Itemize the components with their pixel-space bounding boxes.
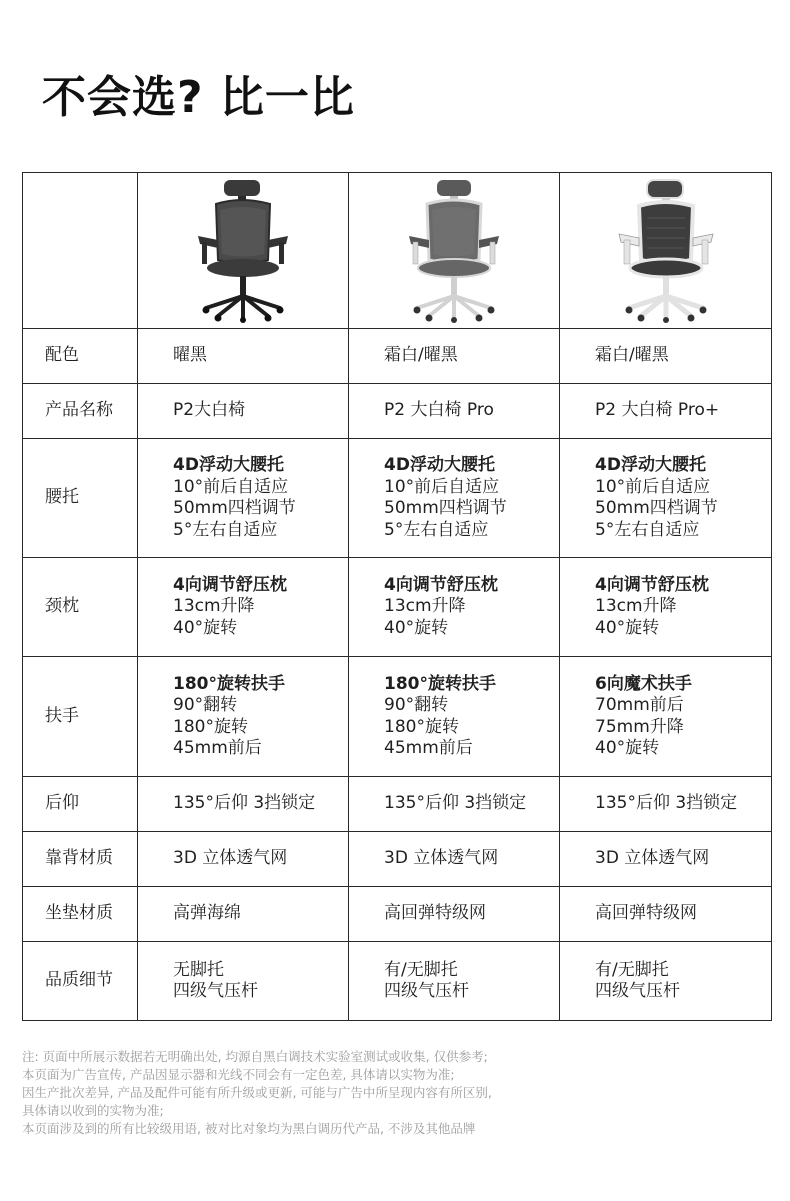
cell-line: 75mm升降	[595, 716, 684, 737]
cell-heading: 4向调节舒压枕	[384, 574, 498, 595]
row-label-seat-material: 坐垫材质	[23, 887, 138, 942]
product-image-cell	[560, 173, 772, 329]
table-cell: 霜白/曜黑	[560, 329, 772, 384]
table-row-seat-material	[23, 887, 772, 942]
cell-heading: 4向调节舒压枕	[595, 574, 709, 595]
chair-white-frame-icon	[399, 178, 509, 323]
table-cell: 135°后仰 3挡锁定	[560, 777, 772, 832]
cell-line: 90°翻转	[384, 695, 449, 715]
row-label-lumbar: 腰托	[23, 439, 138, 558]
cell-heading: 4D浮动大腰托	[595, 455, 706, 475]
table-row-back-material	[23, 832, 772, 887]
table-cell	[138, 657, 349, 777]
note-line: 本页面涉及到的所有比较级用语, 被对比对象均为黑白调历代产品, 不涉及其他品牌	[22, 1121, 476, 1136]
cell-line: 10°前后自适应	[173, 476, 289, 497]
cell-line: 有/无脚托	[384, 959, 458, 980]
table-row-recline	[23, 777, 772, 832]
table-cell	[138, 558, 349, 657]
table-cell: 高弹海绵	[138, 887, 349, 942]
table-cell: 高回弹特级网	[349, 887, 560, 942]
cell-line: 5°左右自适应	[595, 519, 700, 540]
row-label-color: 配色	[23, 329, 138, 384]
comparison-table	[22, 172, 772, 1021]
table-cell: 3D 立体透气网	[138, 832, 349, 887]
table-row-armrest	[23, 657, 772, 777]
note-line: 本页面为广告宣传, 产品因显示器和光线不同会有一定色差, 具体请以实物为准;	[22, 1067, 455, 1082]
table-cell	[349, 558, 560, 657]
table-cell	[560, 558, 772, 657]
cell-heading: 180°旋转扶手	[384, 673, 496, 694]
note-line: 因生产批次差异, 产品及配件可能有所升级或更新, 可能与广告中所呈现内容有所区别,	[22, 1085, 492, 1100]
cell-line: 四级气压杆	[595, 981, 680, 1001]
table-row-details	[23, 942, 772, 1021]
table-cell: 3D 立体透气网	[349, 832, 560, 887]
table-cell	[560, 439, 772, 558]
table-cell: P2 大白椅 Pro+	[560, 384, 772, 439]
table-row-color	[23, 329, 772, 384]
cell-line: 90°翻转	[173, 695, 238, 715]
cell-line: 45mm前后	[173, 738, 262, 758]
product-image-cell	[349, 173, 560, 329]
row-label-recline: 后仰	[23, 777, 138, 832]
cell-line: 13cm升降	[595, 596, 677, 617]
row-label-details: 品质细节	[23, 942, 138, 1021]
cell-line: 5°左右自适应	[384, 519, 489, 540]
cell-line: 50mm四档调节	[384, 498, 507, 518]
table-cell	[349, 439, 560, 558]
cell-line: 无脚托	[173, 959, 224, 980]
row-label-armrest: 扶手	[23, 657, 138, 777]
table-cell: P2大白椅	[138, 384, 349, 439]
table-cell	[138, 439, 349, 558]
table-row-images	[23, 173, 772, 329]
table-cell	[560, 942, 772, 1021]
table-row-neck	[23, 558, 772, 657]
cell-line: 180°旋转	[384, 716, 459, 737]
cell-line: 5°左右自适应	[173, 519, 278, 540]
chair-black-icon	[188, 178, 298, 323]
table-cell: 霜白/曜黑	[349, 329, 560, 384]
chair-white-pro-plus-icon	[611, 178, 721, 323]
cell-heading: 4D浮动大腰托	[173, 455, 284, 475]
cell-line: 10°前后自适应	[595, 476, 711, 497]
table-cell	[560, 657, 772, 777]
cell-line: 10°前后自适应	[384, 476, 500, 497]
cell-heading: 6向魔术扶手	[595, 673, 692, 694]
table-row-name	[23, 384, 772, 439]
table-cell: 135°后仰 3挡锁定	[349, 777, 560, 832]
note-line: 注: 页面中所展示数据若无明确出处, 均源自黑白调技术实验室测试或收集, 仅供参考;	[22, 1049, 488, 1064]
table-cell	[138, 942, 349, 1021]
cell-line: 四级气压杆	[384, 981, 469, 1001]
table-cell: 高回弹特级网	[560, 887, 772, 942]
cell-line: 13cm升降	[173, 596, 255, 617]
cell-heading: 4向调节舒压枕	[173, 574, 287, 595]
empty-corner-cell	[23, 173, 138, 329]
cell-line: 45mm前后	[384, 738, 473, 758]
row-label-back-material: 靠背材质	[23, 832, 138, 887]
cell-line: 70mm前后	[595, 695, 684, 715]
page-title: 不会选? 比一比	[42, 72, 355, 123]
cell-heading: 4D浮动大腰托	[384, 455, 495, 475]
table-cell: 135°后仰 3挡锁定	[138, 777, 349, 832]
table-cell: P2 大白椅 Pro	[349, 384, 560, 439]
table-cell: 3D 立体透气网	[560, 832, 772, 887]
cell-line: 50mm四档调节	[595, 498, 718, 518]
cell-line: 40°旋转	[384, 617, 449, 638]
row-label-name: 产品名称	[23, 384, 138, 439]
table-cell	[349, 657, 560, 777]
table-cell	[349, 942, 560, 1021]
note-line: 具体请以收到的实物为准;	[22, 1103, 164, 1118]
cell-line: 四级气压杆	[173, 981, 258, 1001]
cell-line: 180°旋转	[173, 716, 248, 737]
cell-line: 有/无脚托	[595, 959, 669, 980]
cell-line: 13cm升降	[384, 596, 466, 617]
cell-line: 40°旋转	[595, 617, 660, 638]
disclaimer-notes	[22, 1048, 492, 1138]
cell-line: 50mm四档调节	[173, 498, 296, 518]
table-cell: 曜黑	[138, 329, 349, 384]
cell-line: 40°旋转	[595, 738, 660, 758]
row-label-neck: 颈枕	[23, 558, 138, 657]
product-image-cell	[138, 173, 349, 329]
cell-heading: 180°旋转扶手	[173, 673, 285, 694]
table-row-lumbar	[23, 439, 772, 558]
cell-line: 40°旋转	[173, 617, 238, 638]
